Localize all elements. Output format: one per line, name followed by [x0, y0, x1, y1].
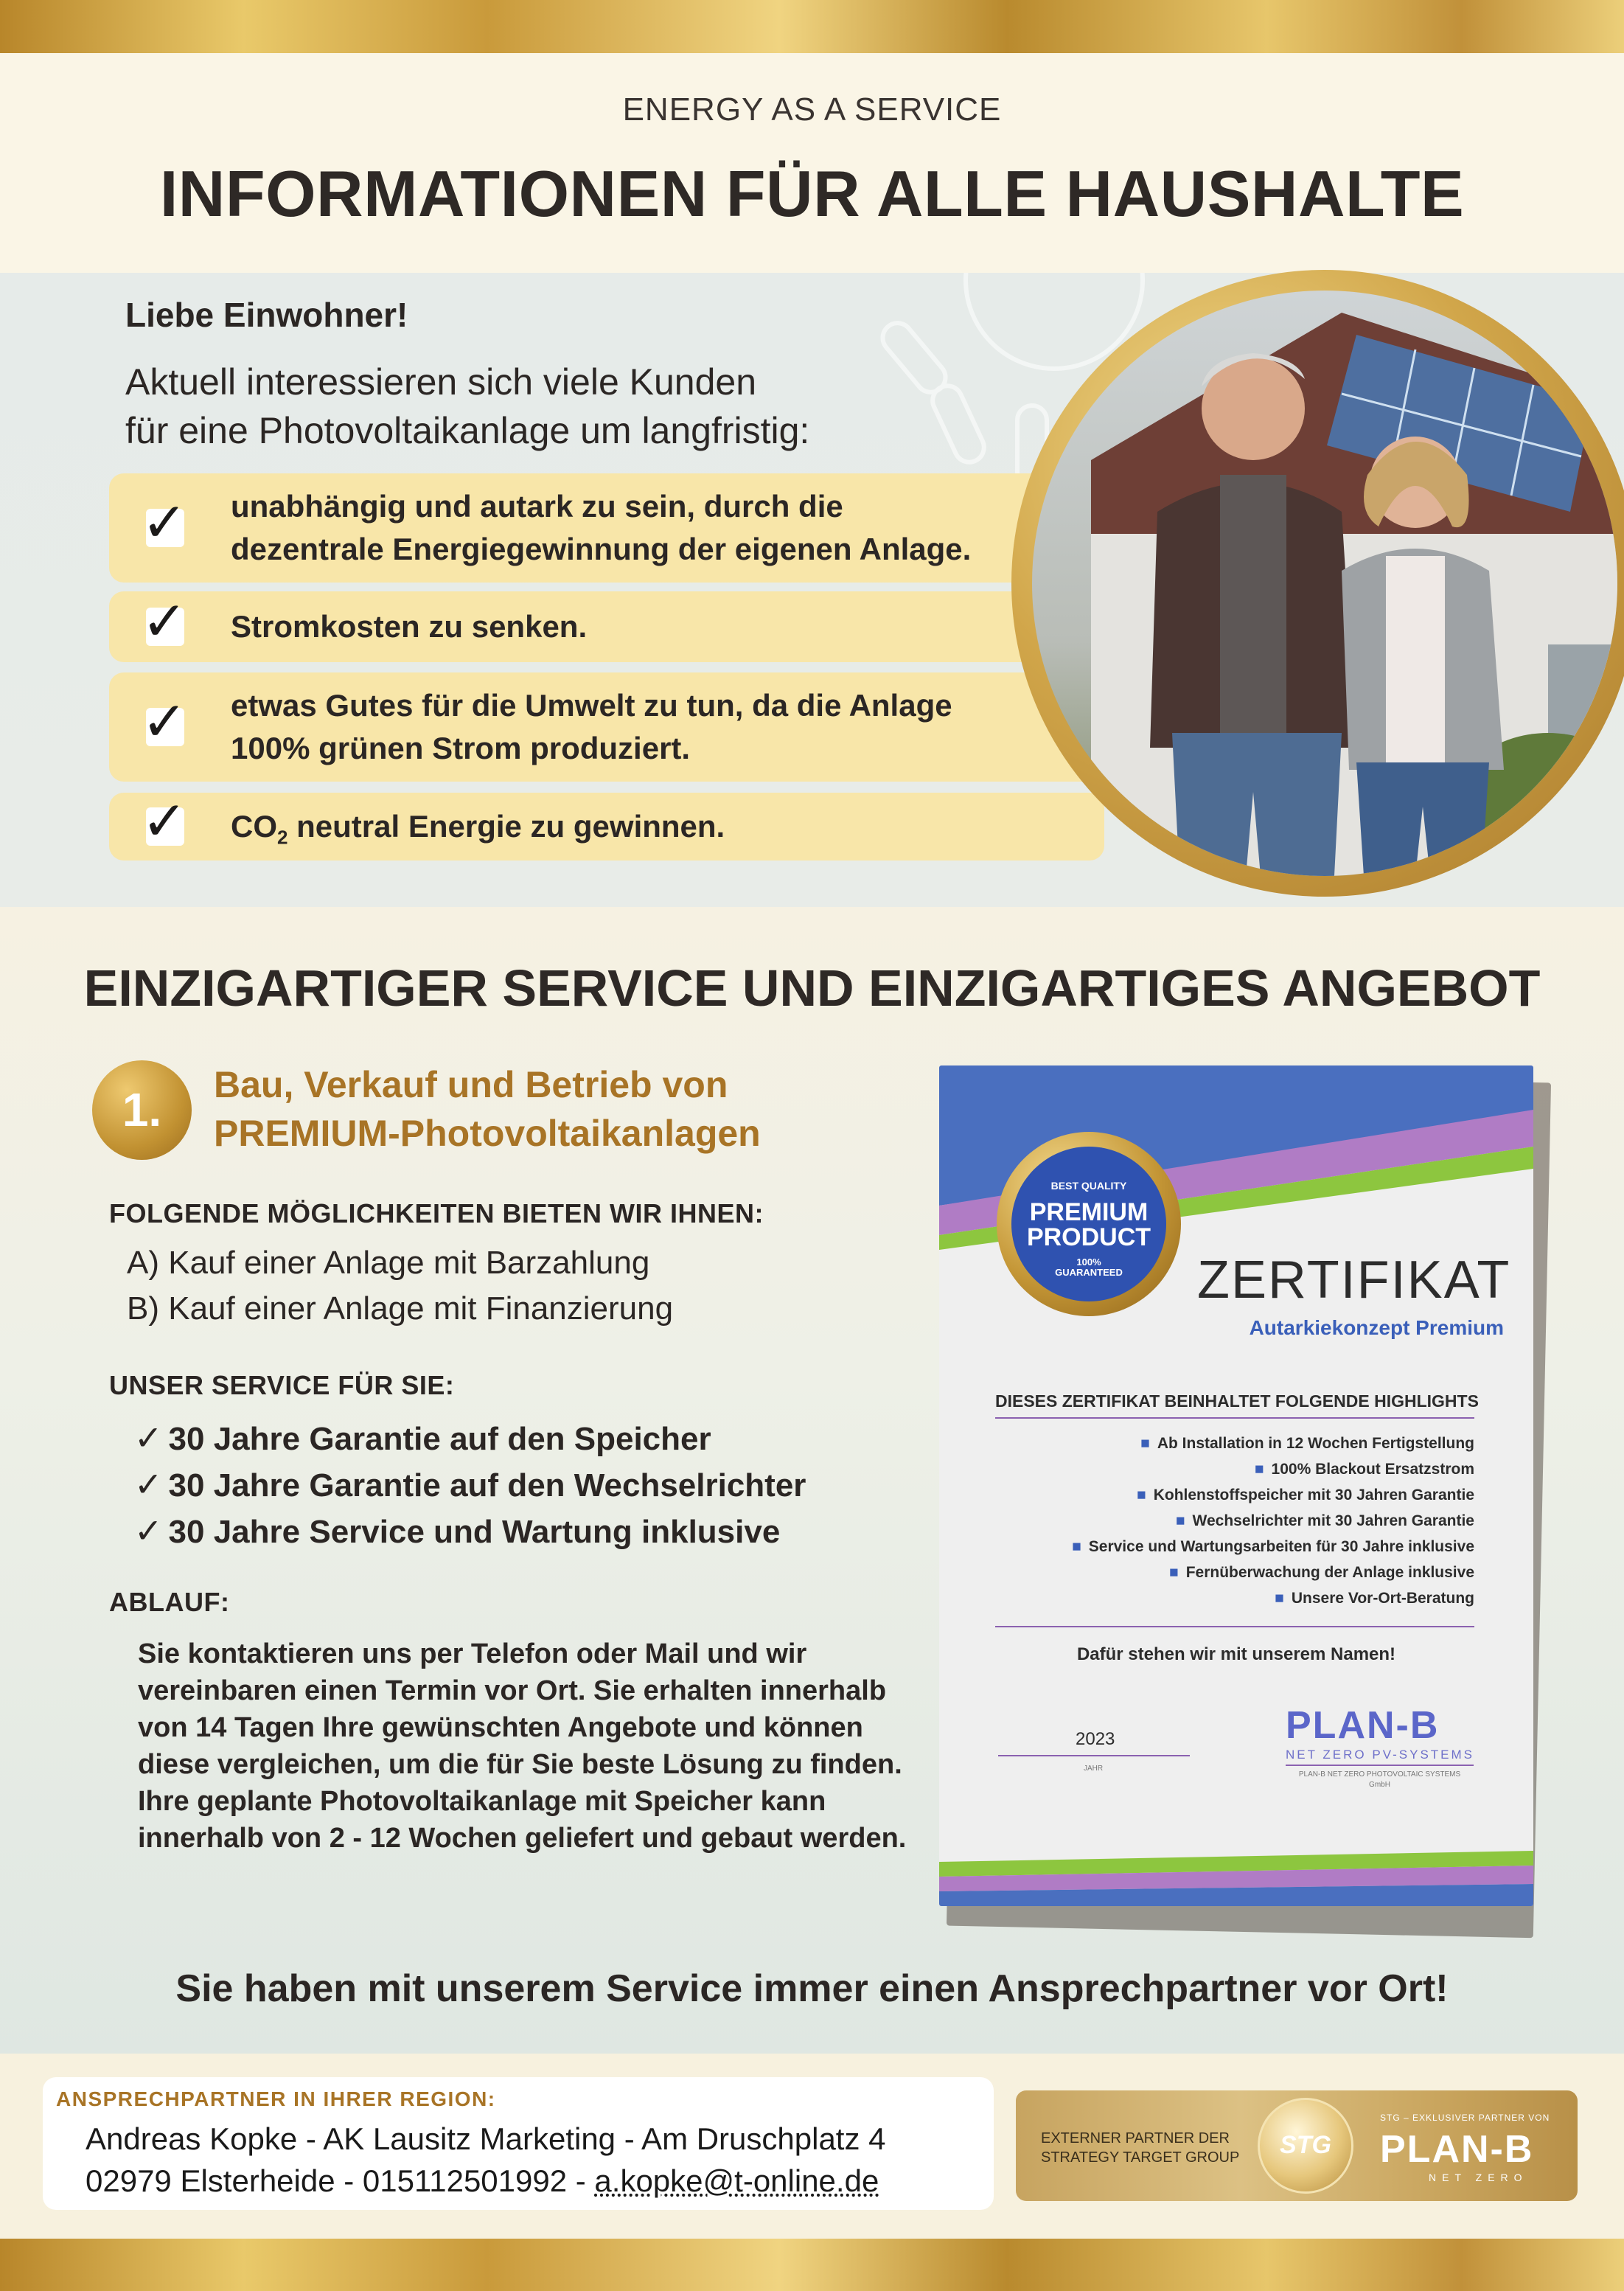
highlight-item: ■ Kohlenstoffspeicher mit 30 Jahren Garantie [1137, 1487, 1474, 1503]
service-heading: UNSER SERVICE FÜR SIE: [109, 1370, 455, 1400]
check-text-line [231, 805, 725, 858]
intro-lead-line1: Aktuell interessieren sich viele Kunden [125, 361, 757, 403]
certificate-claim: Dafür stehen wir mit unserem Namen! [1076, 1644, 1396, 1664]
co2-suffix: neutral Energie zu gewinnen. [287, 809, 725, 844]
check-text-line: unabhängig und autark zu sein, durch die [231, 489, 843, 524]
check-icon: ✓ [134, 1465, 163, 1503]
check-text-line: etwas Gutes für die Umwelt zu tun, da die Anlage [231, 688, 952, 723]
seal-top-text: BEST QUALITY [1050, 1180, 1127, 1192]
certificate-subtitle: Autarkiekonzept Premium [1249, 1316, 1504, 1339]
highlight-item: ■ Ab Installation in 12 Wochen Fertigstellung [1140, 1435, 1474, 1452]
option-item: B) Kauf einer Anlage mit Finanzierung [127, 1290, 674, 1327]
intro-lead [125, 358, 1010, 455]
check-icon: ✓ [134, 1419, 163, 1457]
option-item: A) Kauf einer Anlage mit Barzahlung [127, 1245, 650, 1281]
planb-logo: PLAN-B [1286, 1704, 1440, 1747]
certificate-year: 2023 [1076, 1729, 1115, 1749]
check-item-co2 [109, 790, 1104, 861]
seal-bottom-text: 100% [1076, 1256, 1101, 1268]
planb-logo-caption [1286, 1770, 1474, 1790]
co2-prefix: CO [231, 809, 277, 844]
offer-title [214, 1060, 877, 1158]
checkmark-icon: ✓ [142, 492, 188, 553]
highlight-item: ■ Service und Wartungsarbeiten für 30 Jahre inklusive [1072, 1538, 1474, 1555]
service-item [134, 1418, 711, 1458]
bullet-icon: ■ [1072, 1538, 1081, 1555]
seal-main-text: PREMIUM [1029, 1198, 1149, 1226]
offer-title-line1: Bau, Verkauf und Betrieb von [214, 1064, 728, 1105]
divider [995, 1626, 1474, 1627]
certificate-year-label: JAHR [1084, 1765, 1104, 1773]
service-item-label: 30 Jahre Garantie auf den Speicher [168, 1421, 711, 1457]
stg-globe-logo [1258, 2098, 1353, 2194]
bullet-icon: ■ [1275, 1590, 1284, 1607]
divider [1286, 1765, 1474, 1766]
couple-house-illustration [1032, 291, 1617, 876]
bullet-icon: ■ [1169, 1564, 1179, 1581]
partner-text: EXTERNER PARTNER DER [1041, 2130, 1230, 2146]
divider [998, 1755, 1190, 1756]
step-number-badge: 1. [92, 1060, 192, 1160]
service-title: EINZIGARTIGER SERVICE UND EINZIGARTIGES ANGEBOT [83, 959, 1541, 1017]
intro-lead-line2: für eine Photovoltaikanlage um langfristig: [125, 410, 810, 451]
gold-top-band [0, 0, 1624, 53]
service-item-label: 30 Jahre Garantie auf den Wechselrichter [168, 1467, 806, 1503]
certificate-title: ZERTIFIKAT [1197, 1251, 1511, 1310]
check-text-line: 100% grünen Strom produziert. [231, 731, 691, 765]
highlight-item: ■ Unsere Vor-Ort-Beratung [1275, 1590, 1474, 1607]
certificate-highlights-heading: DIESES ZERTIFIKAT BEINHALTET FOLGENDE HIGHLIGHTS [995, 1391, 1479, 1411]
check-item-umwelt [109, 672, 1097, 782]
partner-badge [1016, 2090, 1578, 2201]
bottom-claim: Sie haben mit unserem Service immer einen Ansprechpartner vor Ort! [175, 1967, 1449, 2010]
bullet-icon: ■ [1137, 1487, 1146, 1503]
check-text-line: dezentrale Energiegewinnung der eigenen Anlage. [231, 532, 972, 566]
partner-text: STRATEGY TARGET GROUP [1041, 2149, 1240, 2166]
offer-title-line2: PREMIUM-Photovoltaikanlagen [214, 1113, 761, 1154]
contact-heading: ANSPRECHPARTNER IN IHRER REGION: [56, 2087, 496, 2110]
check-text-line: Stromkosten zu senken. [231, 609, 588, 644]
page-title: INFORMATIONEN FÜR ALLE HAUSHALTE [159, 157, 1465, 230]
check-item-stromkosten [109, 591, 1090, 662]
contact-phone-mail [86, 2163, 879, 2199]
couple-photo [1032, 291, 1617, 876]
seal-main-text: PRODUCT [1026, 1223, 1151, 1251]
greeting: Liebe Einwohner! [125, 296, 408, 334]
partner-caption: STG – EXKLUSIVER PARTNER VON [1380, 2113, 1550, 2123]
bullet-icon: ■ [1175, 1512, 1185, 1529]
highlight-item: ■ Wechselrichter mit 30 Jahren Garantie [1175, 1512, 1474, 1529]
stg-logo-text: STG [1280, 2131, 1331, 2159]
contact-email-link[interactable]: a.kopke@t-online.de [594, 2163, 879, 2198]
caption-line: GmbH [1369, 1781, 1390, 1789]
seal-bottom-text: GUARANTEED [1055, 1267, 1123, 1278]
contact-phone: 02979 Elsterheide - 015112501992 - [86, 2163, 595, 2198]
checkmark-icon: ✓ [142, 591, 188, 652]
divider [995, 1417, 1474, 1419]
header-kicker: ENERGY AS A SERVICE [622, 91, 1002, 128]
checkmark-icon: ✓ [142, 790, 188, 852]
bullet-icon: ■ [1140, 1435, 1150, 1452]
service-item [134, 1511, 780, 1551]
bullet-icon: ■ [1254, 1461, 1264, 1478]
service-item [134, 1464, 806, 1504]
premium-seal [1011, 1147, 1166, 1301]
highlight-item: ■ Fernüberwachung der Anlage inklusive [1169, 1564, 1474, 1581]
header [0, 53, 1624, 273]
service-section [0, 907, 1624, 2054]
planb-partner-logo-sub: NET ZERO [1429, 2172, 1528, 2183]
options-heading: FOLGENDE MÖGLICHKEITEN BIETEN WIR IHNEN: [109, 1198, 764, 1228]
check-icon: ✓ [134, 1512, 163, 1550]
certificate [939, 1065, 1533, 1906]
check-item-autark [109, 473, 1097, 583]
highlight-item: ■ 100% Blackout Ersatzstrom [1254, 1461, 1474, 1478]
co2-subscript: 2 [277, 826, 288, 849]
checkmark-icon: ✓ [142, 691, 188, 752]
planb-partner-logo: PLAN-B [1380, 2128, 1534, 2171]
planb-logo-sub: NET ZERO PV-SYSTEMS [1286, 1748, 1475, 1762]
gold-bottom-band [0, 2239, 1624, 2291]
caption-line: PLAN-B NET ZERO PHOTOVOLTAIC SYSTEMS [1298, 1770, 1461, 1779]
service-item-label: 30 Jahre Service und Wartung inklusive [168, 1514, 781, 1550]
footer [0, 2054, 1624, 2239]
flow-text: Sie kontaktieren uns per Telefon oder Mail und wir vereinbaren einen Termin vor Ort. Sie erhalten innerhalb von 14 Tagen Ihre gewünschten Angebote und können diese vergleichen, um die für Sie beste Lösung zu finden. Ihre geplante Photovoltaikanlage mit Speicher kann innerhalb von 2 - 12 Wochen geliefert und gebaut werden. [138, 1638, 907, 1854]
flow-heading: ABLAUF: [109, 1587, 230, 1617]
certificate-highlights [1072, 1430, 1474, 1611]
contact-address: Andreas Kopke - AK Lausitz Marketing - Am Druschplatz 4 [86, 2121, 886, 2156]
contact-card [43, 2077, 994, 2210]
